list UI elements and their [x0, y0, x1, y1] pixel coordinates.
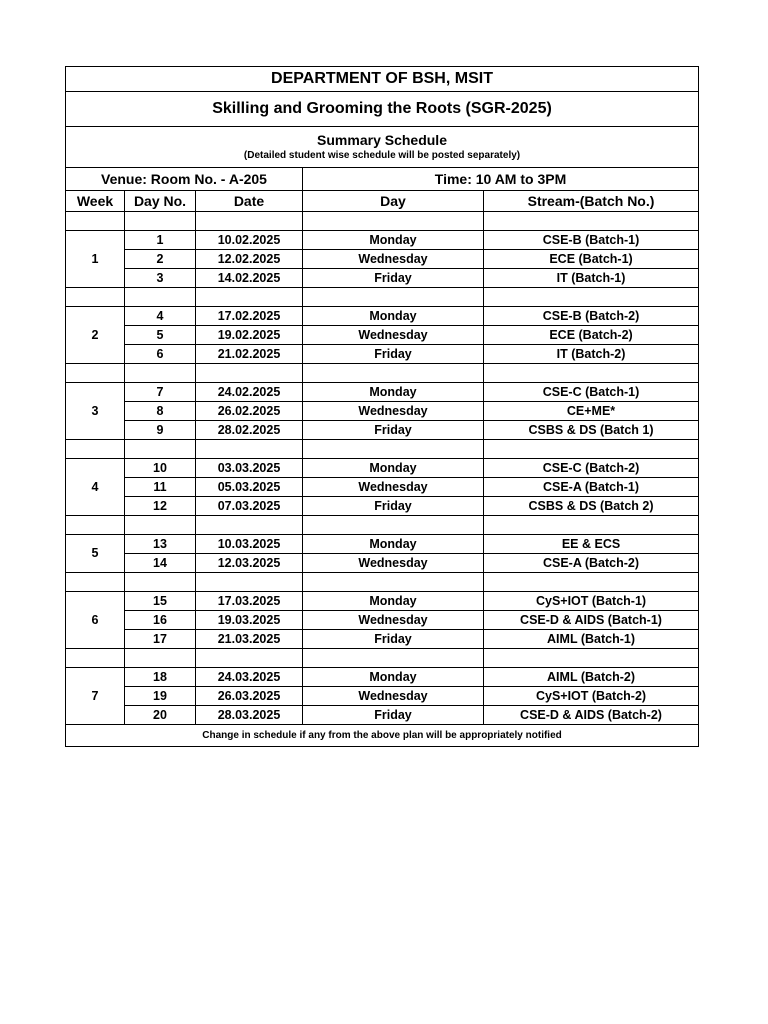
- column-header-stream: Stream-(Batch No.): [484, 191, 699, 212]
- program-title: Skilling and Grooming the Roots (SGR-2025): [66, 92, 699, 127]
- table-row: [66, 535, 699, 554]
- date-cell: 14.02.2025: [196, 269, 303, 288]
- weekday-cell: Friday: [303, 345, 484, 364]
- weekday-cell: Monday: [303, 307, 484, 326]
- time-label: Time: 10 AM to 3PM: [303, 168, 699, 191]
- stream-cell: CSE-D & AIDS (Batch-2): [484, 706, 699, 725]
- spacer-cell: [196, 649, 303, 668]
- stream-cell: CSE-B (Batch-2): [484, 307, 699, 326]
- date-cell: 24.02.2025: [196, 383, 303, 402]
- table-row: [66, 611, 699, 630]
- schedule-table: [65, 66, 699, 747]
- day-number: 3: [125, 269, 196, 288]
- day-number: 10: [125, 459, 196, 478]
- footer-note: Change in schedule if any from the above plan will be appropriately notified: [66, 725, 699, 747]
- spacer-row: [66, 516, 699, 535]
- weekday-cell: Monday: [303, 231, 484, 250]
- spacer-cell: [196, 573, 303, 592]
- spacer-cell: [125, 288, 196, 307]
- weekday-cell: Monday: [303, 592, 484, 611]
- spacer-row: [66, 573, 699, 592]
- stream-cell: AIML (Batch-2): [484, 668, 699, 687]
- day-number: 11: [125, 478, 196, 497]
- date-cell: 10.02.2025: [196, 231, 303, 250]
- stream-cell: CyS+IOT (Batch-2): [484, 687, 699, 706]
- table-row: [66, 345, 699, 364]
- column-header-day: Day: [303, 191, 484, 212]
- weekday-cell: Monday: [303, 668, 484, 687]
- spacer-cell: [303, 212, 484, 231]
- spacer-row: [66, 212, 699, 231]
- date-cell: 19.02.2025: [196, 326, 303, 345]
- stream-cell: ECE (Batch-2): [484, 326, 699, 345]
- column-header-day-no: Day No.: [125, 191, 196, 212]
- spacer-cell: [484, 440, 699, 459]
- day-number: 17: [125, 630, 196, 649]
- week-number: 5: [66, 535, 125, 573]
- week-number: 6: [66, 592, 125, 649]
- column-header-date: Date: [196, 191, 303, 212]
- day-number: 16: [125, 611, 196, 630]
- stream-cell: CSE-C (Batch-1): [484, 383, 699, 402]
- spacer-row: [66, 649, 699, 668]
- day-number: 8: [125, 402, 196, 421]
- spacer-cell: [66, 288, 125, 307]
- table-row: [66, 459, 699, 478]
- stream-cell: CSE-D & AIDS (Batch-1): [484, 611, 699, 630]
- date-cell: 26.03.2025: [196, 687, 303, 706]
- stream-cell: EE & ECS: [484, 535, 699, 554]
- spacer-cell: [484, 288, 699, 307]
- day-number: 9: [125, 421, 196, 440]
- department-title: DEPARTMENT OF BSH, MSIT: [66, 67, 699, 92]
- date-cell: 19.03.2025: [196, 611, 303, 630]
- spacer-cell: [196, 364, 303, 383]
- table-row: [66, 231, 699, 250]
- weekday-cell: Friday: [303, 497, 484, 516]
- table-row: [66, 402, 699, 421]
- table-row: [66, 592, 699, 611]
- spacer-row: [66, 364, 699, 383]
- table-row: [66, 250, 699, 269]
- weekday-cell: Monday: [303, 383, 484, 402]
- column-header-week: Week: [66, 191, 125, 212]
- date-cell: 21.02.2025: [196, 345, 303, 364]
- table-row: [66, 497, 699, 516]
- spacer-cell: [303, 364, 484, 383]
- date-cell: 03.03.2025: [196, 459, 303, 478]
- stream-cell: AIML (Batch-1): [484, 630, 699, 649]
- date-cell: 21.03.2025: [196, 630, 303, 649]
- date-cell: 26.02.2025: [196, 402, 303, 421]
- date-cell: 05.03.2025: [196, 478, 303, 497]
- weekday-cell: Wednesday: [303, 687, 484, 706]
- spacer-cell: [125, 364, 196, 383]
- day-number: 6: [125, 345, 196, 364]
- spacer-cell: [484, 516, 699, 535]
- day-number: 12: [125, 497, 196, 516]
- stream-cell: CyS+IOT (Batch-1): [484, 592, 699, 611]
- day-number: 7: [125, 383, 196, 402]
- weekday-cell: Friday: [303, 630, 484, 649]
- spacer-cell: [66, 649, 125, 668]
- day-number: 19: [125, 687, 196, 706]
- day-number: 15: [125, 592, 196, 611]
- stream-cell: IT (Batch-2): [484, 345, 699, 364]
- spacer-cell: [303, 440, 484, 459]
- weekday-cell: Wednesday: [303, 478, 484, 497]
- day-number: 2: [125, 250, 196, 269]
- week-number: 2: [66, 307, 125, 364]
- table-row: [66, 478, 699, 497]
- day-number: 20: [125, 706, 196, 725]
- weekday-cell: Friday: [303, 269, 484, 288]
- stream-cell: CSBS & DS (Batch 2): [484, 497, 699, 516]
- spacer-cell: [125, 516, 196, 535]
- day-number: 4: [125, 307, 196, 326]
- table-row: [66, 706, 699, 725]
- spacer-cell: [125, 440, 196, 459]
- weekday-cell: Wednesday: [303, 326, 484, 345]
- table-row: [66, 326, 699, 345]
- weekday-cell: Friday: [303, 421, 484, 440]
- date-cell: 28.03.2025: [196, 706, 303, 725]
- weekday-cell: Wednesday: [303, 554, 484, 573]
- weekday-cell: Friday: [303, 706, 484, 725]
- spacer-cell: [196, 212, 303, 231]
- spacer-cell: [303, 573, 484, 592]
- spacer-cell: [125, 573, 196, 592]
- date-cell: 07.03.2025: [196, 497, 303, 516]
- spacer-cell: [66, 364, 125, 383]
- stream-cell: CSE-B (Batch-1): [484, 231, 699, 250]
- spacer-cell: [484, 212, 699, 231]
- spacer-cell: [125, 649, 196, 668]
- spacer-row: [66, 440, 699, 459]
- date-cell: 12.03.2025: [196, 554, 303, 573]
- stream-cell: ECE (Batch-1): [484, 250, 699, 269]
- table-row: [66, 269, 699, 288]
- table-row: [66, 687, 699, 706]
- spacer-cell: [303, 288, 484, 307]
- week-number: 3: [66, 383, 125, 440]
- column-header-row: [66, 191, 699, 212]
- spacer-cell: [66, 516, 125, 535]
- spacer-cell: [303, 649, 484, 668]
- table-row: [66, 421, 699, 440]
- table-row: [66, 554, 699, 573]
- day-number: 18: [125, 668, 196, 687]
- summary-note: (Detailed student wise schedule will be posted separately): [243, 150, 521, 161]
- spacer-cell: [196, 288, 303, 307]
- weekday-cell: Monday: [303, 459, 484, 478]
- weekday-cell: Wednesday: [303, 611, 484, 630]
- schedule-body: [66, 67, 699, 212]
- stream-cell: IT (Batch-1): [484, 269, 699, 288]
- spacer-row: [66, 288, 699, 307]
- spacer-cell: [66, 573, 125, 592]
- weeks-body: [66, 212, 699, 725]
- weekday-cell: Wednesday: [303, 250, 484, 269]
- week-number: 1: [66, 231, 125, 288]
- table-row: [66, 307, 699, 326]
- week-number: 7: [66, 668, 125, 725]
- date-cell: 28.02.2025: [196, 421, 303, 440]
- table-row: [66, 383, 699, 402]
- stream-cell: CSBS & DS (Batch 1): [484, 421, 699, 440]
- spacer-cell: [66, 440, 125, 459]
- date-cell: 12.02.2025: [196, 250, 303, 269]
- spacer-cell: [303, 516, 484, 535]
- stream-cell: CSE-A (Batch-2): [484, 554, 699, 573]
- day-number: 1: [125, 231, 196, 250]
- date-cell: 17.03.2025: [196, 592, 303, 611]
- spacer-cell: [125, 212, 196, 231]
- spacer-cell: [484, 649, 699, 668]
- weekday-cell: Monday: [303, 535, 484, 554]
- spacer-cell: [196, 516, 303, 535]
- spacer-cell: [196, 440, 303, 459]
- venue-label: Venue: Room No. - A-205: [66, 168, 303, 191]
- weekday-cell: Wednesday: [303, 402, 484, 421]
- day-number: 14: [125, 554, 196, 573]
- stream-cell: CSE-A (Batch-1): [484, 478, 699, 497]
- date-cell: 17.02.2025: [196, 307, 303, 326]
- table-row: [66, 630, 699, 649]
- day-number: 5: [125, 326, 196, 345]
- spacer-cell: [484, 573, 699, 592]
- table-row: [66, 668, 699, 687]
- summary-cell: [66, 127, 699, 168]
- summary-heading: Summary Schedule: [317, 132, 447, 148]
- date-cell: 10.03.2025: [196, 535, 303, 554]
- stream-cell: CSE-C (Batch-2): [484, 459, 699, 478]
- spacer-cell: [66, 212, 125, 231]
- stream-cell: CE+ME*: [484, 402, 699, 421]
- spacer-cell: [484, 364, 699, 383]
- day-number: 13: [125, 535, 196, 554]
- date-cell: 24.03.2025: [196, 668, 303, 687]
- week-number: 4: [66, 459, 125, 516]
